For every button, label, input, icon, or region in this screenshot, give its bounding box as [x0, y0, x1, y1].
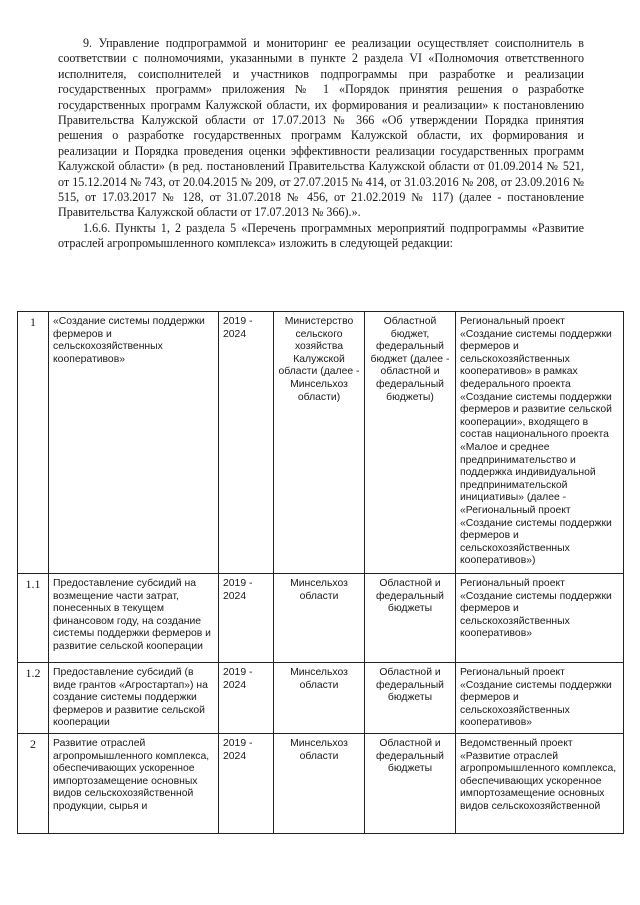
executor: Минсельхоз области — [274, 733, 365, 833]
row-number: 2 — [18, 733, 49, 833]
row-number: 1.1 — [18, 574, 49, 663]
executor: Министерство сельского хозяйства Калужской области (далее - Минсельхоз области) — [274, 312, 365, 574]
paragraph-section-9: 9. Управление подпрограммой и мониторинг ее реализации осуществляет соисполнитель в соответствии с полномочиями, указанными в пункте 2 раздела VI «Полномочия ответственного исполнителя, соисполнителей и участников подпрограммы при разработке и реализации государственных программ» приложения № 1 «Порядок принятия решения о разработке государственных программ Калужской области, их формирования и реализации» к постановлению Правительства Калужской области от 17.07.2013 № 366 «Об утверждении Порядка принятия решения о разработке государственных программ Калужской области, их формирования и реализации и Порядка проведения оценки эффективности реализации государственных программ Калужской области» (в ред. постановлений Правительства Калужской области от 01.09.2014 № 521, от 15.12.2014 № 743, от 20.04.2015 № 209, от 27.07.2015 № 414, от 31.03.2016 № 208, от 23.09.2016 № 515, от 17.03.2017 № 128, от 31.07.2018 № 456, от 21.02.2019 № 117) (далее - постановление Правительства Калужской области от 17.07.2013 № 366).». — [58, 36, 584, 220]
activity-name: «Создание системы поддержки фермеров и сельскохозяйственных кооперативов» — [49, 312, 219, 574]
period: 2019 - 2024 — [219, 574, 274, 663]
period: 2019 - 2024 — [219, 663, 274, 734]
row-number: 1 — [18, 312, 49, 574]
row-number: 1.2 — [18, 663, 49, 734]
activity-name: Предоставление субсидий (в виде грантов «Агростартап») на создание системы поддержки фермеров и развитие сельской кооперации — [49, 663, 219, 734]
project: Региональный проект «Создание системы поддержки фермеров и сельскохозяйственных кооперативов» — [456, 574, 624, 663]
table-row — [18, 574, 624, 663]
activity-name: Предоставление субсидий на возмещение части затрат, понесенных в текущем финансовом году, на создание системы поддержки фермеров и развитие сельской кооперации — [49, 574, 219, 663]
funding-source: Областной бюджет, федеральный бюджет (далее - областной и федеральный бюджеты) — [365, 312, 456, 574]
body-text — [58, 36, 584, 252]
project: Региональный проект «Создание системы поддержки фермеров и сельскохозяйственных кооперативов» — [456, 663, 624, 734]
program-activities-table — [17, 311, 624, 834]
executor: Минсельхоз области — [274, 574, 365, 663]
period: 2019 - 2024 — [219, 312, 274, 574]
table-row — [18, 733, 624, 833]
funding-source: Областной и федеральный бюджеты — [365, 663, 456, 734]
project: Региональный проект «Создание системы поддержки фермеров и сельскохозяйственных кооперативов» в рамках федерального проекта «Создание системы поддержки фермеров и развитие сельской кооперации», входящего в состав национального проекта «Малое и среднее предпринимательство и поддержка индивидуальной предпринимательской инициативы» (далее - «Региональный проект «Создание системы поддержки фермеров и сельскохозяйственных кооперативов») — [456, 312, 624, 574]
table-row — [18, 663, 624, 734]
activity-name: Развитие отраслей агропромышленного комплекса, обеспечивающих ускоренное импортозамещение основных видов сельскохозяйственной продукции, сырья и — [49, 733, 219, 833]
executor: Минсельхоз области — [274, 663, 365, 734]
project: Ведомственный проект «Развитие отраслей агропромышленного комплекса, обеспечивающих ускоренное импортозамещение основных видов сельскохозяйственной — [456, 733, 624, 833]
funding-source: Областной и федеральный бюджеты — [365, 574, 456, 663]
paragraph-item-1-6-6: 1.6.6. Пункты 1, 2 раздела 5 «Перечень программных мероприятий подпрограммы «Развитие отраслей агропромышленного комплекса» изложить в следующей редакции: — [58, 220, 584, 251]
period: 2019 - 2024 — [219, 733, 274, 833]
funding-source: Областной и федеральный бюджеты — [365, 733, 456, 833]
table-row — [18, 312, 624, 574]
